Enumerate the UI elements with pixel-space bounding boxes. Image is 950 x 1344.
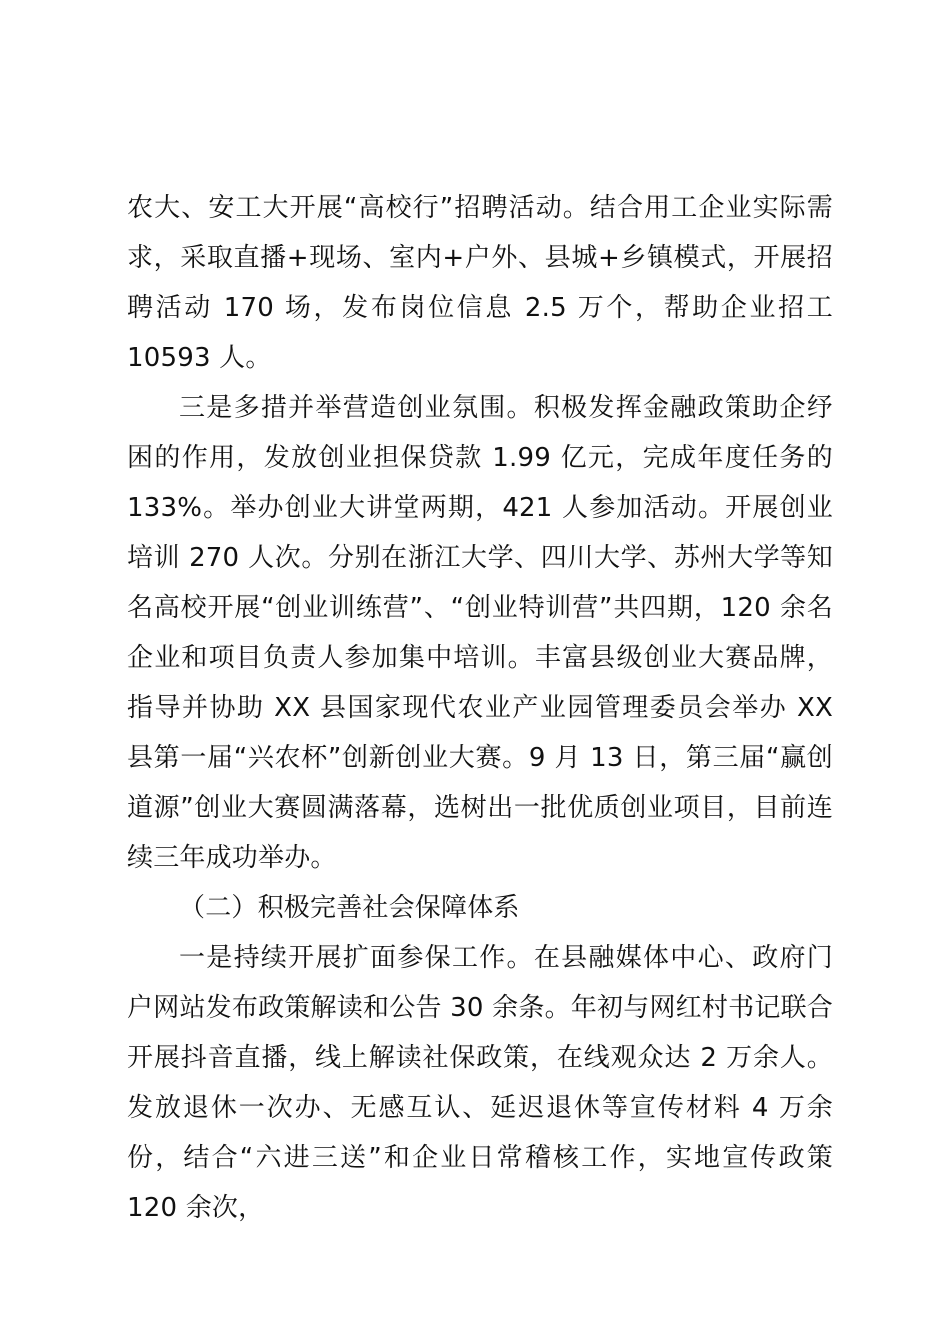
document-body [127,183,833,1233]
paragraph-insurance-expansion: 一是持续开展扩面参保工作。在县融媒体中心、政府门户网站发布政策解读和公告 30 余条。年初与网红村书记联合开展抖音直播，线上解读社保政策，在线观众达 2 万余人。发放退休一次办、无感互认、延迟退休等宣传材料 4 万余份，结合“六进三送”和企业日常稽核工作，实地宣传政策 120 余次， [127,943,833,1223]
paragraph-entrepreneurship-atmosphere: 三是多措并举营造创业氛围。积极发挥金融政策助企纾困的作用，发放创业担保贷款 1.99 亿元，完成年度任务的 133%。举办创业大讲堂两期，421 人参加活动。开展创业培训 270 人次。分别在浙江大学、四川大学、苏州大学等知名高校开展“创业训练营”、“创业特训营”共四期，120 余名企业和项目负责人参加集中培训。丰富县级创业大赛品牌，指导并协助 XX 县国家现代农业产业园管理委员会举办 XX 县第一届“兴农杯”创新创业大赛。9 月 13 日，第三届“赢创道源”创业大赛圆满落幕，选树出一批优质创业项目，目前连续三年成功举办。 [127,393,833,873]
section-heading-social-security: （二）积极完善社会保障体系 [179,893,520,923]
paragraph-recruitment-activities: 农大、安工大开展“高校行”招聘活动。结合用工企业实际需求，采取直播+现场、室内+户外、县城+乡镇模式，开展招聘活动 170 场，发布岗位信息 2.5 万个，帮助企业招工 10593 人。 [127,193,833,373]
